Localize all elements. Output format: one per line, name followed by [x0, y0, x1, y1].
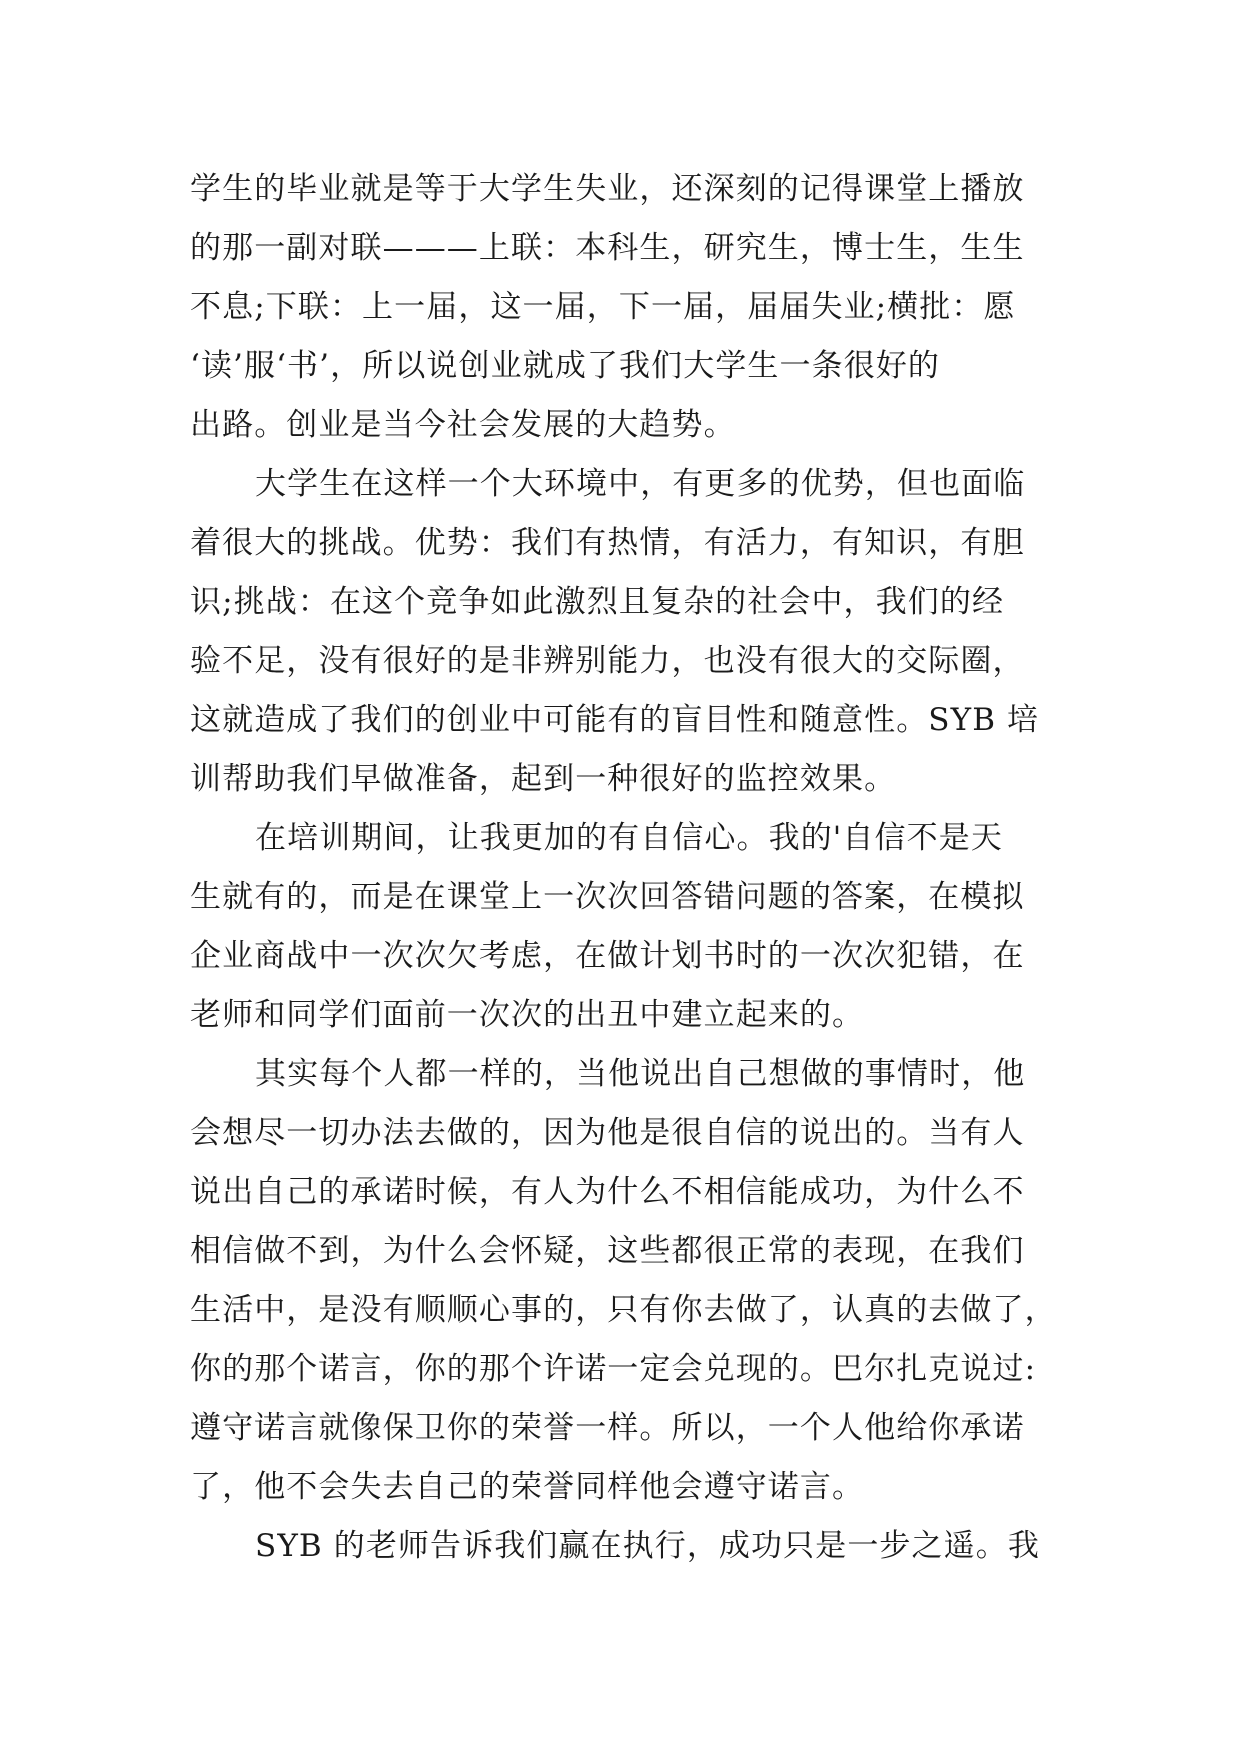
text-line: 生活中，是没有顺顺心事的，只有你去做了，认真的去做了， [190, 1292, 1057, 1328]
text-line: 老师和同学们面前一次次的出丑中建立起来的。 [190, 997, 865, 1033]
text-line: 识;挑战：在这个竞争如此激烈且复杂的社会中，我们的经 [190, 584, 1005, 620]
text-line: 验不足，没有很好的是非辨别能力，也没有很大的交际圈， [190, 643, 1025, 679]
text-line: 出路。创业是当今社会发展的大趋势。 [190, 407, 736, 443]
text-line: 不息;下联：上一届，这一届，下一届，届届失业;横批：愿 [190, 289, 1016, 325]
paragraph-start-line: SYB 的老师告诉我们赢在执行，成功只是一步之遥。我 [255, 1528, 1040, 1564]
text-line: 生就有的，而是在课堂上一次次回答错问题的答案，在模拟 [190, 879, 1025, 915]
text-line: 你的那个诺言，你的那个许诺一定会兑现的。巴尔扎克说过: [190, 1351, 1037, 1387]
text-line: 遵守诺言就像保卫你的荣誉一样。所以，一个人他给你承诺 [190, 1410, 1025, 1446]
text-line: 训帮助我们早做准备，起到一种很好的监控效果。 [190, 761, 897, 797]
text-line: 会想尽一切办法去做的，因为他是很自信的说出的。当有人 [190, 1115, 1025, 1151]
text-line: 相信做不到，为什么会怀疑，这些都很正常的表现，在我们 [190, 1233, 1025, 1269]
text-line: 说出自己的承诺时候，有人为什么不相信能成功，为什么不 [190, 1174, 1025, 1210]
paragraph-start-line: 在培训期间，让我更加的有自信心。我的'自信不是天 [255, 820, 1003, 856]
text-line: 企业商战中一次次欠考虑，在做计划书时的一次次犯错，在 [190, 938, 1025, 974]
text-line: 了，他不会失去自己的荣誉同样他会遵守诺言。 [190, 1469, 865, 1505]
text-line: 这就造成了我们的创业中可能有的盲目性和随意性。SYB 培 [190, 702, 1040, 738]
text-line: 学生的毕业就是等于大学生失业，还深刻的记得课堂上播放 [190, 171, 1025, 207]
body-text [190, 160, 1057, 1576]
text-line: 着很大的挑战。优势：我们有热情，有活力，有知识，有胆 [190, 525, 1025, 561]
text-line: 的那一副对联———上联：本科生，研究生，博士生，生生 [190, 230, 1025, 266]
paragraph-start-line: 大学生在这样一个大环境中，有更多的优势，但也面临 [255, 466, 1026, 502]
paragraph-start-line: 其实每个人都一样的，当他说出自己想做的事情时，他 [255, 1056, 1026, 1092]
text-line: ‘读’服‘书’，所以说创业就成了我们大学生一条很好的 [190, 348, 941, 384]
